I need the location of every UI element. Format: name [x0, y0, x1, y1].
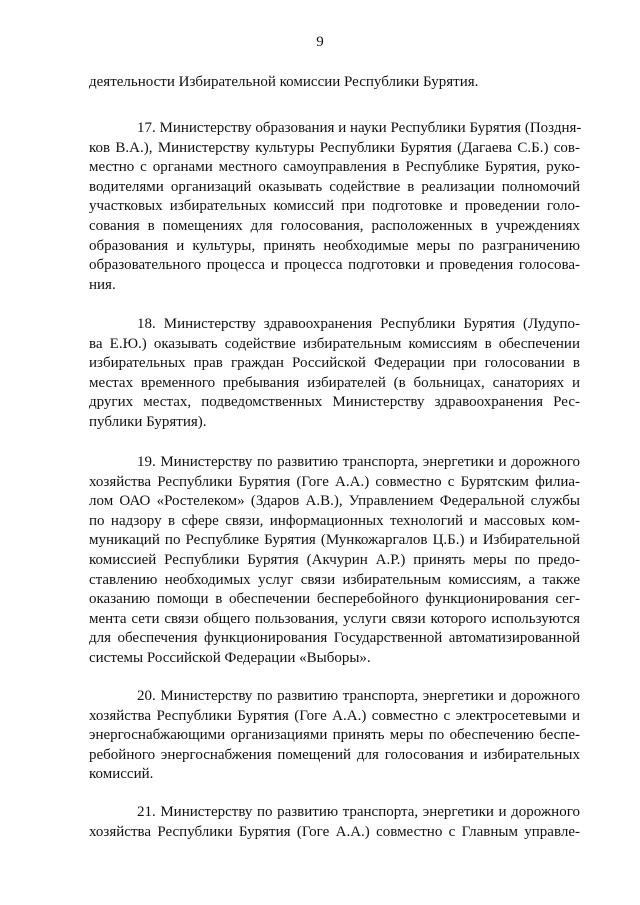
paragraph-line: образования и культуры, принять необходимые меры по разграничению [89, 237, 580, 254]
paragraph-line: деятельности Избирательной комиссии Республики Бурятия. [89, 74, 479, 90]
paragraph-line: участковых избирательных комиссий при подготовке и проведении голо- [89, 198, 580, 215]
paragraph-line: избирательных прав граждан Российской Федерации при голосовании в [89, 355, 580, 372]
paragraph-line: комиссией Республики Бурятия (Акчурин А.Р.) принять меры по предо- [89, 551, 580, 568]
paragraph-line: ва Е.Ю.) оказывать содействие избирательным комиссиям в обеспечении [89, 335, 580, 352]
paragraph-line: ребойного энергоснабжения помещений для голосования и избирательных [89, 746, 580, 763]
paragraph-21 [89, 803, 580, 842]
paragraph-line: других местах, подведомственных Министерству здравоохранения Рес- [89, 394, 580, 411]
page-number: 9 [316, 34, 324, 50]
paragraph-line: хозяйства Республики Бурятия (Гоге А.А.) совместно с Бурятским филиа- [89, 473, 580, 490]
paragraph-line: ния. [89, 276, 116, 293]
paragraph-line: ков В.А.), Министерству культуры Республики Бурятия (Дагаева С.Б.) сов- [89, 139, 580, 156]
paragraph-continuation [89, 73, 580, 93]
paragraph-line: хозяйства Республики Бурятия (Гоге А.А.) совместно с электросетевыми и [89, 707, 580, 724]
paragraph-line: 19. Министерству по развитию транспорта, энергетики и дорожного [137, 454, 580, 470]
paragraph-line: оказанию помощи в обеспечении бесперебойного функционирования сег- [89, 591, 580, 608]
paragraph-line: комиссий. [89, 766, 154, 783]
paragraph-19 [89, 453, 580, 669]
paragraph-line: местно с органами местного самоуправления в Республике Бурятия, руко- [89, 159, 580, 176]
paragraph-line: по надзору в сфере связи, информационных технологий и массовых ком- [89, 512, 580, 529]
paragraph-17 [89, 119, 580, 295]
paragraph-line: водителями организаций оказывать содействие в реализации полномочий [89, 178, 580, 195]
paragraph-line: местах временного пребывания избирателей (в больницах, санаториях и [89, 374, 580, 391]
paragraph-line: мента сети связи общего пользования, услуги связи которого используются [89, 610, 580, 627]
paragraph-line: системы Российской Федерации «Выборы». [89, 649, 371, 666]
paragraph-line: 18. Министерству здравоохранения Республики Бурятия (Лудупо- [137, 316, 580, 332]
paragraph-line: 21. Министерству по развитию транспорта, энергетики и дорожного [137, 804, 580, 820]
paragraph-line: 20. Министерству по развитию транспорта, энергетики и дорожного [137, 688, 580, 704]
paragraph-line: хозяйства Республики Бурятия (Гоге А.А.) совместно с Главным управле- [89, 823, 580, 840]
paragraph-line: для обеспечения функционирования Государственной автоматизированной [89, 630, 580, 647]
paragraph-line: публики Бурятия). [89, 413, 207, 430]
paragraph-line: 17. Министерству образования и науки Республики Бурятия (Поздня- [137, 120, 582, 136]
paragraph-line: муникаций по Республике Бурятия (Мункожаргалов Ц.Б.) и Избирательной [89, 532, 580, 549]
paragraph-line: энергоснабжающими организациями принять меры по обеспечению беспе- [89, 727, 580, 744]
paragraph-18 [89, 315, 580, 433]
paragraph-20 [89, 687, 580, 785]
paragraph-line: лом ОАО «Ростелеком» (Здаров А.В.), Управлением Федеральной службы [89, 493, 580, 510]
paragraph-line: сования в помещениях для голосования, расположенных в учреждениях [89, 217, 580, 234]
paragraph-line: образовательного процесса и процесса подготовки и проведения голосова- [89, 257, 580, 274]
paragraph-line: ставлению необходимых услуг связи избирательным комиссиям, а также [89, 571, 580, 588]
